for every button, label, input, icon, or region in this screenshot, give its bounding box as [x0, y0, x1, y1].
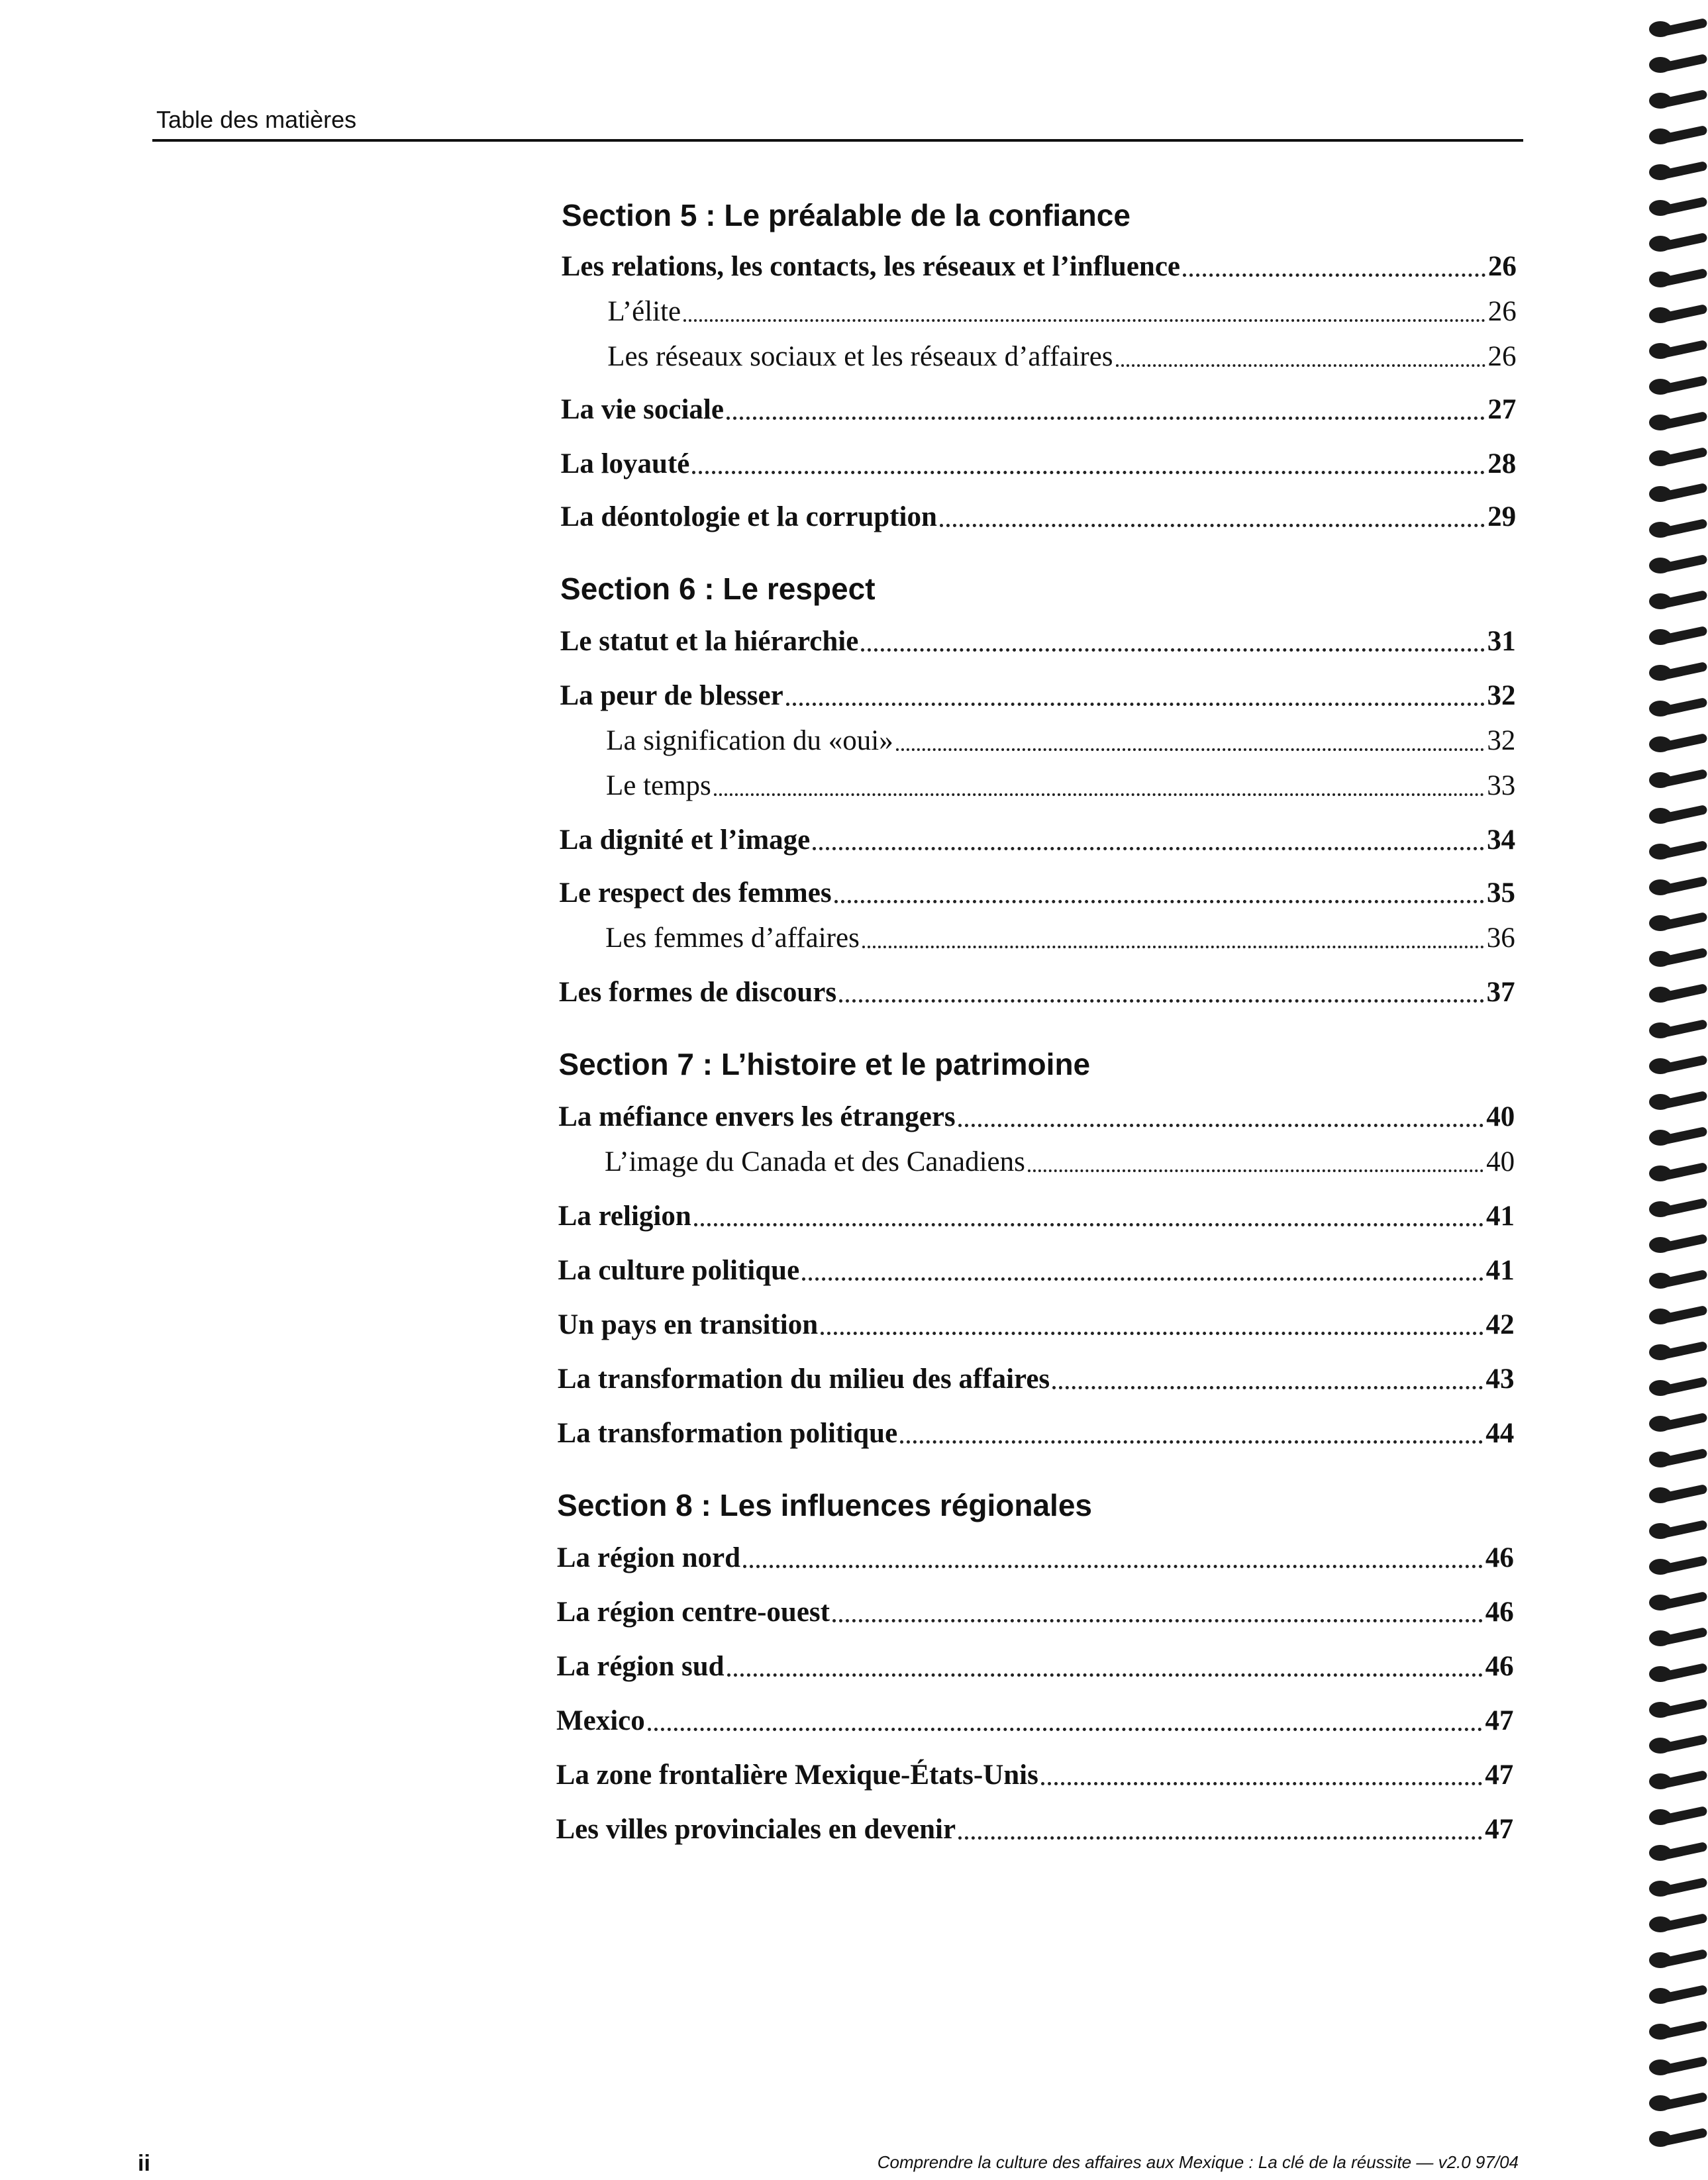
toc-entry-label: Les formes de discours	[558, 977, 837, 1008]
dot-leader	[958, 1836, 1482, 1840]
toc-entry-label: La région centre-ouest	[556, 1597, 830, 1628]
toc-entry-page: 46	[1485, 1597, 1514, 1628]
toc-entry-label: Mexico	[556, 1705, 645, 1736]
toc-entry-page: 44	[1485, 1418, 1515, 1449]
toc-entry-label: Le statut et la hiérarchie	[560, 626, 859, 657]
binding-ring	[1649, 1414, 1707, 1432]
dot-leader	[839, 999, 1484, 1003]
binding-ring	[1649, 1128, 1707, 1146]
toc-entry-page: 28	[1487, 448, 1517, 479]
toc-entry-page: 32	[1487, 680, 1516, 711]
toc-entry-label: La région nord	[556, 1542, 741, 1573]
toc-entry	[557, 1596, 1514, 1628]
dot-leader	[786, 703, 1485, 706]
binding-ring	[1649, 1558, 1707, 1575]
binding-ring	[1649, 1665, 1707, 1682]
toc-entry-label: L’image du Canada et des Canadiens	[604, 1146, 1025, 1177]
section-title: Section 5 : Le préalable de la confiance	[562, 198, 1130, 232]
toc-entry-page: 43	[1485, 1363, 1515, 1395]
footer-page-number: ii	[138, 2151, 150, 2176]
binding-ring	[1649, 270, 1707, 287]
dot-leader	[727, 417, 1485, 420]
binding-ring	[1649, 556, 1707, 573]
toc-entry	[605, 922, 1515, 954]
dot-leader	[648, 1728, 1483, 1731]
toc-entry-page: 47	[1485, 1814, 1514, 1845]
toc-entry	[561, 448, 1517, 480]
toc-entry	[560, 501, 1516, 533]
dot-leader	[1028, 1169, 1483, 1172]
dot-leader	[802, 1277, 1483, 1281]
toc-entry-label: La culture politique	[558, 1255, 800, 1286]
dot-leader	[813, 847, 1484, 850]
dot-leader	[1183, 273, 1485, 277]
dot-leader	[821, 1332, 1483, 1335]
toc-entry-label: Les relations, les contacts, les réseaux et l’influence	[561, 251, 1181, 282]
binding-ring	[1649, 1271, 1707, 1289]
binding-ring	[1649, 1021, 1707, 1038]
toc-entry-label: La région sud	[556, 1651, 725, 1682]
binding-ring	[1649, 1951, 1707, 1968]
toc-entry-label: La loyauté	[560, 448, 690, 479]
binding-ring	[1649, 1057, 1707, 1074]
toc-entry-page: 34	[1487, 824, 1516, 856]
binding-ring	[1649, 1629, 1707, 1646]
binding-ring	[1649, 914, 1707, 931]
binding-ring	[1649, 1736, 1707, 1754]
dot-leader	[694, 1223, 1483, 1226]
binding-ring	[1649, 91, 1707, 109]
toc-entry-label: La dignité et l’image	[559, 824, 811, 856]
toc-entry-page: 40	[1486, 1101, 1515, 1132]
toc-entry-page: 46	[1485, 1651, 1514, 1682]
binding-ring	[1649, 2094, 1707, 2111]
section-title: Section 8 : Les influences régionales	[557, 1488, 1092, 1522]
dot-leader	[834, 900, 1484, 903]
dot-leader	[958, 1124, 1484, 1127]
dot-leader	[832, 1619, 1483, 1622]
binding-ring	[1649, 1093, 1707, 1110]
binding-ring	[1649, 1164, 1707, 1181]
toc-entry-label: L’élite	[607, 296, 681, 327]
dot-leader	[1041, 1782, 1482, 1785]
binding-ring	[1649, 664, 1707, 681]
binding-ring	[1649, 985, 1707, 1003]
toc-entry	[607, 340, 1516, 373]
binding-ring	[1649, 2022, 1707, 2040]
dot-leader	[900, 1440, 1483, 1444]
toc-entry	[557, 1542, 1514, 1574]
toc-entry	[606, 724, 1515, 757]
toc-entry-label: Le temps	[605, 770, 711, 801]
toc-entry	[607, 295, 1516, 328]
toc-entry-page: 41	[1485, 1255, 1515, 1286]
toc-entry-label: La méfiance envers les étrangers	[558, 1101, 956, 1132]
toc-entry-label: Les femmes d’affaires	[605, 922, 860, 954]
binding-ring	[1649, 1379, 1707, 1396]
binding-ring	[1649, 342, 1707, 359]
binding-ring	[1649, 1987, 1707, 2004]
dot-leader	[1052, 1386, 1483, 1389]
dot-leader	[683, 319, 1485, 322]
toc-entry-label: Un pays en transition	[558, 1309, 819, 1340]
toc-entry-label: Les villes provinciales en devenir	[556, 1814, 956, 1845]
toc-entry	[558, 1417, 1515, 1450]
toc-entry	[559, 877, 1515, 909]
binding-ring	[1649, 377, 1707, 395]
toc-entry-label: La signification du «oui»	[606, 725, 893, 756]
toc-entry	[558, 1309, 1515, 1341]
toc-entry-label: La peur de blesser	[560, 680, 783, 711]
toc-entry-label: La transformation politique	[557, 1418, 898, 1449]
binding-ring	[1649, 807, 1707, 824]
toc-entry-page: 27	[1487, 394, 1517, 425]
binding-ring	[1649, 1522, 1707, 1539]
toc-entry-label: La déontologie et la corruption	[560, 501, 937, 532]
binding-ring	[1649, 699, 1707, 717]
toc-entry-label: La religion	[558, 1201, 691, 1232]
binding-ring	[1649, 1450, 1707, 1467]
toc-entry-label: Le respect des femmes	[559, 877, 832, 909]
toc-entry-page: 35	[1486, 877, 1515, 909]
toc-entry-label: La vie sociale	[560, 394, 724, 425]
toc-entry-page: 26	[1487, 341, 1517, 372]
toc-entry	[605, 1146, 1515, 1178]
binding-ring	[1649, 1307, 1707, 1324]
binding-ring	[1649, 1808, 1707, 1825]
toc-entry-page: 36	[1486, 922, 1515, 954]
binding-ring	[1649, 485, 1707, 502]
toc-entry	[560, 625, 1516, 658]
binding-ring	[1649, 842, 1707, 860]
binding-ring	[1649, 1879, 1707, 1897]
binding-ring	[1649, 199, 1707, 216]
binding-ring	[1649, 2058, 1707, 2075]
binding-ring	[1649, 127, 1707, 144]
toc-entry-page: 46	[1485, 1542, 1514, 1573]
toc-entry-page: 26	[1487, 251, 1517, 282]
binding-ring	[1649, 1236, 1707, 1253]
dot-leader	[727, 1673, 1483, 1677]
binding-ring	[1649, 413, 1707, 430]
binding-ring	[1649, 628, 1707, 645]
binding-ring	[1649, 520, 1707, 538]
toc-entry-page: 47	[1485, 1705, 1514, 1736]
toc-entry-label: La transformation du milieu des affaires	[557, 1363, 1050, 1395]
binding-ring	[1649, 1915, 1707, 1932]
footer-title: Comprendre la culture des affaires aux Mexique : La clé de la réussite — v2.0 97/04	[877, 2152, 1519, 2172]
binding-ring	[1649, 735, 1707, 752]
toc-entry	[556, 1650, 1513, 1683]
toc-entry	[558, 1363, 1515, 1395]
toc-entry-page: 32	[1487, 725, 1516, 756]
binding-ring	[1649, 1701, 1707, 1718]
binding-ring	[1649, 1844, 1707, 1861]
toc-entry-page: 40	[1486, 1146, 1515, 1177]
binding-ring	[1649, 56, 1707, 73]
toc-entry	[559, 976, 1515, 1009]
dot-leader	[692, 471, 1485, 474]
toc-entry	[562, 250, 1517, 283]
toc-entry	[561, 393, 1516, 426]
toc-entry-page: 29	[1487, 501, 1517, 532]
toc-entry-label: La zone frontalière Mexique-États-Unis	[556, 1759, 1038, 1791]
toc-entry	[556, 1759, 1514, 1791]
binding-ring	[1649, 234, 1707, 252]
binding-ring	[1649, 878, 1707, 895]
dot-leader	[1116, 364, 1485, 367]
binding-ring	[1649, 20, 1707, 37]
binding-ring	[1649, 1343, 1707, 1360]
section-title: Section 6 : Le respect	[560, 571, 876, 606]
binding-ring	[1649, 592, 1707, 609]
binding-ring	[1649, 1772, 1707, 1789]
toc-entry	[556, 1705, 1513, 1737]
dot-leader	[714, 793, 1484, 796]
binding-ring	[1649, 1200, 1707, 1217]
binding-ring	[1649, 306, 1707, 323]
binding-ring	[1649, 2130, 1707, 2147]
toc-entry	[560, 679, 1515, 712]
binding-ring	[1649, 163, 1707, 180]
toc-entry	[560, 824, 1515, 856]
toc-entry	[558, 1101, 1515, 1133]
toc-entry-page: 31	[1487, 626, 1516, 657]
dot-leader	[743, 1565, 1483, 1568]
toc-entry	[558, 1254, 1514, 1287]
dot-leader	[940, 524, 1485, 527]
toc-entry	[556, 1813, 1513, 1846]
binding-ring	[1649, 1486, 1707, 1503]
toc-entry	[558, 1200, 1515, 1232]
binding-ring	[1649, 1593, 1707, 1610]
toc-entry-page: 42	[1485, 1309, 1515, 1340]
toc-entry-page: 37	[1486, 977, 1515, 1008]
toc-entry-page: 47	[1485, 1759, 1514, 1791]
running-header: Table des matières	[156, 106, 357, 133]
toc-entry	[606, 769, 1515, 802]
section-title: Section 7 : L’histoire et le patrimoine	[558, 1047, 1091, 1081]
spiral-binding	[1645, 13, 1708, 2180]
toc-entry-page: 33	[1487, 770, 1516, 801]
toc-entry-page: 41	[1485, 1201, 1515, 1232]
dot-leader	[862, 946, 1484, 948]
binding-ring	[1649, 771, 1707, 788]
binding-ring	[1649, 950, 1707, 967]
dot-leader	[896, 748, 1485, 751]
binding-ring	[1649, 449, 1707, 466]
toc-entry-page: 26	[1487, 296, 1517, 327]
dot-leader	[861, 648, 1484, 652]
toc-entry-label: Les réseaux sociaux et les réseaux d’affaires	[607, 341, 1113, 372]
